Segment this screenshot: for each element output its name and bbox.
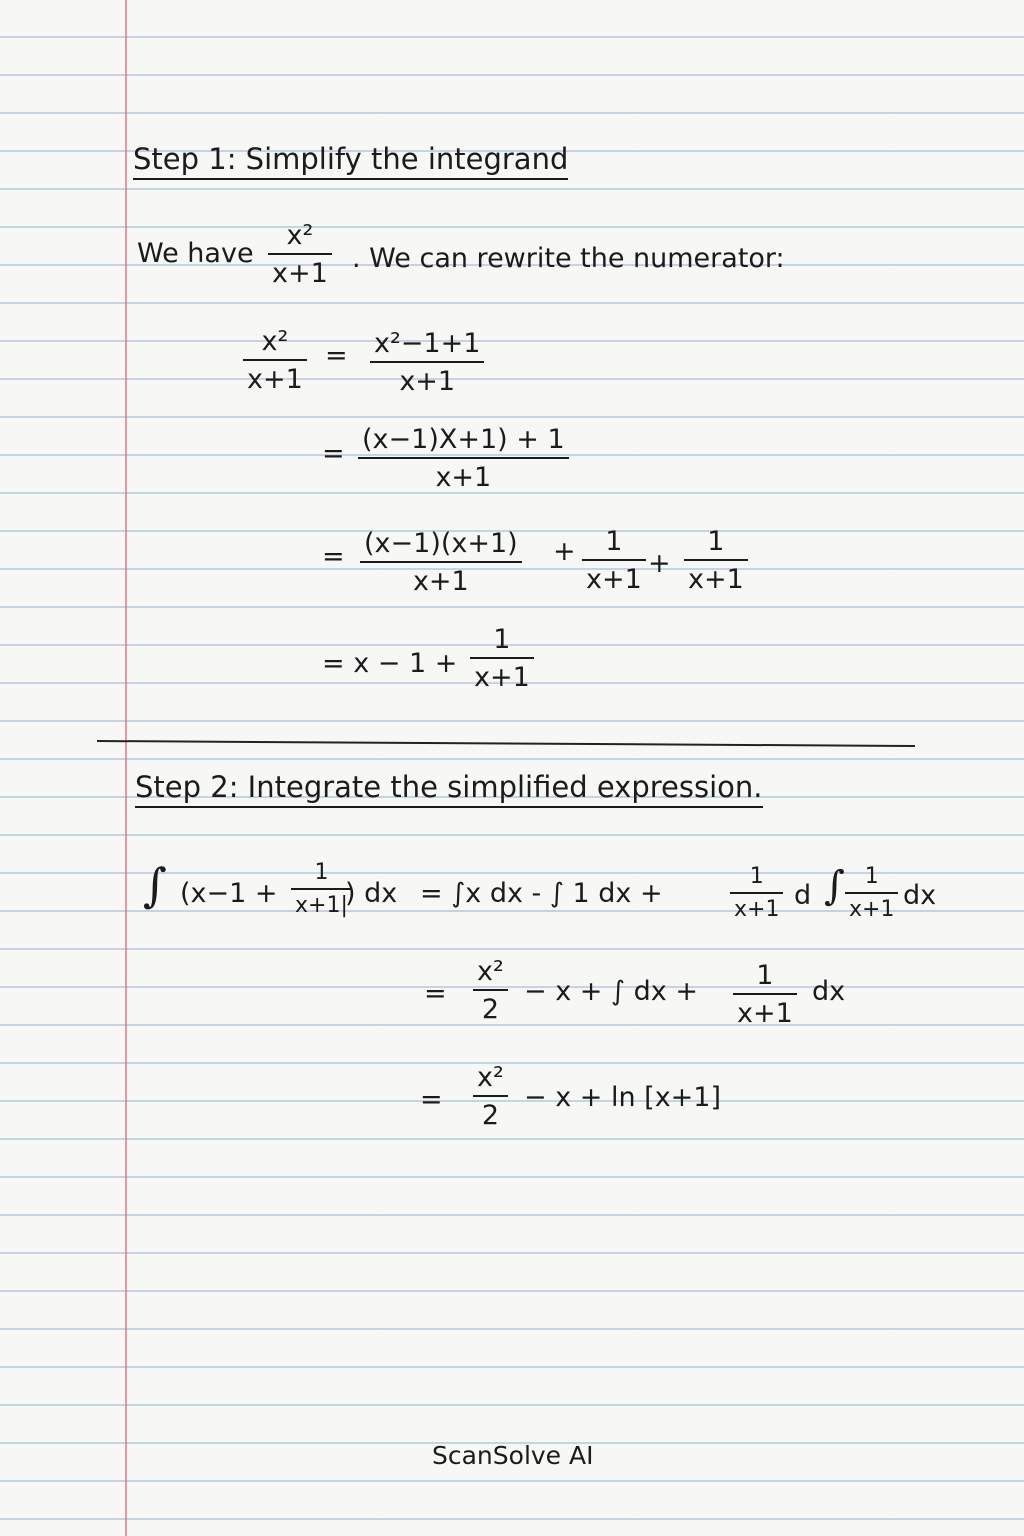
fraction-numerator: x² [286,220,314,251]
step2-line2-equals: = [424,978,447,1009]
fraction-denominator: 2 [481,994,499,1025]
step2-line1-lhs-fraction [291,862,352,917]
fraction-numerator: 1 [707,526,725,557]
step1-line4-fraction [470,626,534,691]
fraction-numerator: (x−1)(x+1) [364,528,518,559]
fraction-numerator: 1 [749,864,764,889]
margin-line [125,0,127,1536]
step1-line3-plus2: + [648,548,671,579]
fraction-denominator: x+1 [272,258,328,289]
fraction-numerator: 1 [493,624,511,655]
integral-sign: ∫ [824,863,845,909]
step2-line1-close: ) dx [345,878,398,909]
step1-line2-equals: = [322,438,345,469]
step1-line1-equals: = [325,340,348,371]
step2-line1-mid: d [794,880,812,911]
fraction-denominator: 2 [481,1100,499,1131]
step2-line3-fraction-main [473,1064,508,1129]
fraction-numerator: 1 [756,960,774,991]
step1-line3-plus1: + [553,536,576,567]
fraction-numerator: x²−1+1 [374,328,481,359]
step1-line3-fraction-2 [582,528,646,593]
fraction-denominator: x+1 [247,364,303,395]
fraction-denominator: x+1 [734,897,780,922]
step2-line1-fraction-2 [845,866,898,921]
step2-line1-open: (x−1 + [180,878,278,909]
fraction-denominator: x+1 [399,366,456,397]
step2-line2-fraction-main [473,958,508,1023]
fraction-numerator: (x−1)X+1) + 1 [362,424,565,455]
step1-line3-fraction-3 [684,528,748,593]
fraction-denominator: x+1| [295,893,348,918]
step2-line1-terms: = ∫x dx - ∫ 1 dx + [420,878,663,909]
step1-title-text: Step 1: Simplify the integrand [133,142,568,180]
fraction-denominator: x+1 [586,564,642,595]
step1-line3-fraction-main [360,530,522,595]
step2-title [135,770,763,804]
step2-line1-fraction-1 [730,866,783,921]
fraction-numerator: x² [477,1062,504,1093]
step1-line4-expression: = x − 1 + [322,648,458,679]
step1-line2-fraction [358,426,569,491]
step2-line2-rest: − x + ∫ dx + [524,976,698,1007]
fraction-numerator: x² [477,956,504,987]
fraction-denominator: x+1 [435,462,492,493]
fraction-denominator: x+1 [474,662,530,693]
integral-sign: ∫ [143,858,167,912]
step2-line1-tail: dx [903,880,937,911]
step1-intro-fraction [268,222,332,287]
step2-title-text: Step 2: Integrate the simplified expression. [135,770,763,808]
step1-intro-prefix: We have [137,238,254,269]
step2-line3-rest: − x + ln [x+1] [524,1082,722,1113]
fraction-numerator: 1 [605,526,623,557]
step1-line1-lhs-fraction [243,328,307,393]
step2-line3-equals: = [420,1084,443,1115]
fraction-denominator: x+1 [412,566,469,597]
footer-brand: ScanSolve AI [432,1441,594,1470]
fraction-denominator: x+1 [688,564,744,595]
step1-intro-suffix: . We can rewrite the numerator: [352,243,785,274]
step1-line3-equals: = [322,541,345,572]
step1-title [133,142,569,176]
fraction-denominator: x+1 [737,998,793,1029]
step1-line1-rhs-fraction [370,330,484,395]
fraction-numerator: 1 [864,864,879,889]
fraction-numerator: 1 [314,860,329,885]
step2-line2-tail: dx [812,976,846,1007]
step2-line2-fraction-2 [733,962,797,1027]
fraction-denominator: x+1 [849,897,895,922]
fraction-numerator: x² [261,326,289,357]
